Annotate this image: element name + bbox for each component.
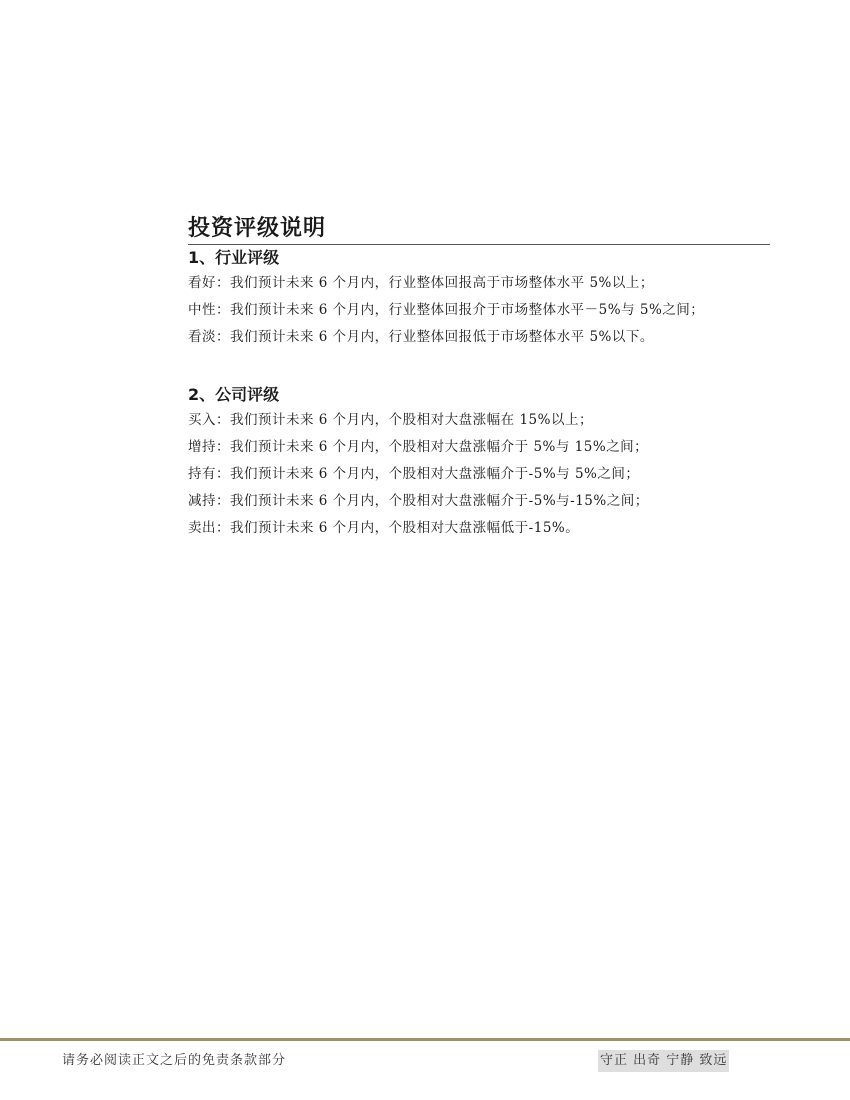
rating-label: 中性 ：	[188, 302, 230, 318]
rating-description: 我们预计未来 6 个月内，个股相对大盘涨幅在 15%以上；	[230, 412, 593, 428]
rating-label: 减持 ：	[188, 493, 230, 509]
rating-description: 我们预计未来 6 个月内，个股相对大盘涨幅介于-5%与-15%之间；	[230, 493, 649, 509]
rating-description: 我们预计未来 6 个月内，个股相对大盘涨幅低于-15%。	[230, 520, 580, 536]
company-rating-title: 2、公司评级	[188, 385, 280, 404]
rating-description: 我们预计未来 6 个月内，个股相对大盘涨幅介于 5%与 15%之间；	[230, 439, 649, 455]
rating-description: 我们预计未来 6 个月内，个股相对大盘涨幅介于-5%与 5%之间；	[230, 466, 640, 482]
rating-label: 看好 ：	[188, 275, 230, 291]
company-rating-item	[188, 407, 770, 434]
industry-rating-title: 1、行业评级	[188, 248, 280, 267]
industry-rating-item	[188, 297, 770, 324]
rating-label: 卖出 ：	[188, 520, 230, 536]
rating-description: 我们预计未来 6 个月内，行业整体回报高于市场整体水平 5%以上；	[230, 275, 654, 291]
footer-disclaimer: 请务必阅读正文之后的免责条款部分	[62, 1053, 287, 1068]
company-rating-section	[188, 383, 770, 542]
rating-label: 持有 ：	[188, 466, 230, 482]
company-rating-item	[188, 461, 770, 488]
company-rating-item	[188, 515, 770, 542]
industry-rating-item	[188, 324, 770, 351]
rating-label: 看淡 ：	[188, 329, 230, 345]
rating-explanation	[188, 214, 770, 542]
rating-label: 买入 ：	[188, 412, 230, 428]
rating-description: 我们预计未来 6 个月内，行业整体回报低于市场整体水平 5%以下。	[230, 329, 654, 345]
page-title: 投资评级说明	[188, 214, 770, 245]
rating-description: 我们预计未来 6 个月内，行业整体回报介于市场整体水平－5%与 5%之间；	[230, 302, 705, 318]
industry-rating-section	[188, 246, 770, 351]
industry-rating-item	[188, 270, 770, 297]
company-rating-item	[188, 434, 770, 461]
footer-motto: 守正 出奇 宁静 致远	[598, 1050, 729, 1072]
rating-label: 增持 ：	[188, 439, 230, 455]
company-rating-item	[188, 488, 770, 515]
footer-divider	[0, 1038, 850, 1041]
